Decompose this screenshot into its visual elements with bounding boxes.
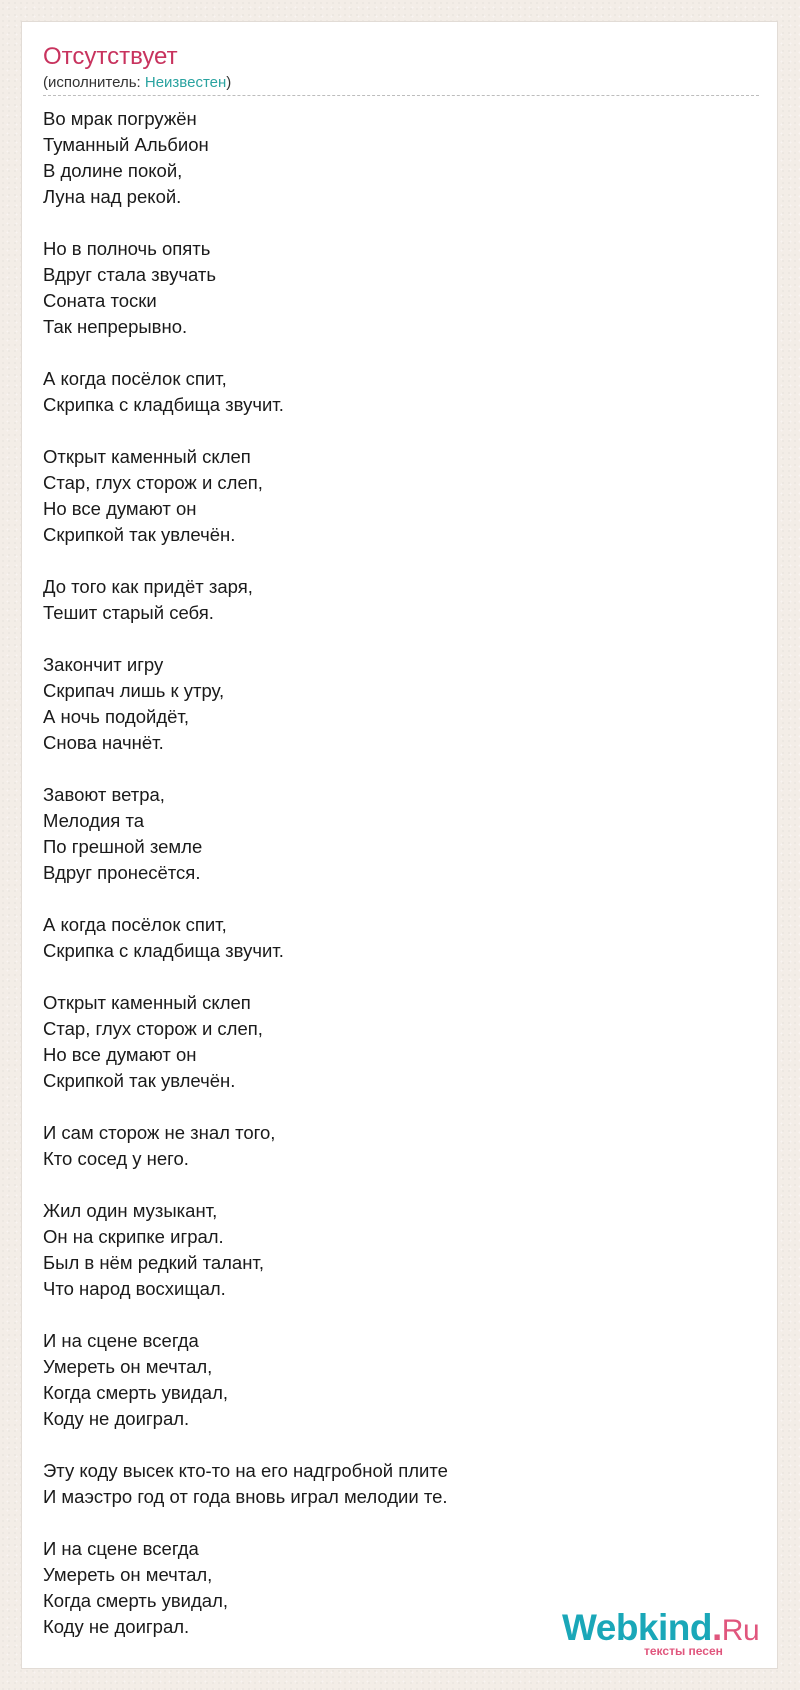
lyrics-stanza (43, 106, 759, 210)
lyrics-line: Он на скрипке играл. (43, 1226, 224, 1247)
performer-suffix: ) (226, 74, 232, 91)
lyrics-line: Когда смерть увидал, (43, 1382, 229, 1403)
lyrics-stanza (43, 444, 759, 548)
lyrics-line: По грешной земле (43, 836, 203, 857)
lyrics-line: Коду не доиграл. (43, 1616, 190, 1637)
lyrics-line: Скрипач лишь к утру, (43, 680, 225, 701)
lyrics-line: Мелодия та (43, 810, 145, 831)
lyrics-line: Умереть он мечтал, (43, 1564, 213, 1585)
song-title: Отсутствует (43, 43, 178, 70)
lyrics-line: Скрипкой так увлечён. (43, 524, 236, 545)
performer-line (43, 74, 759, 92)
lyrics-line: И сам сторож не знал того, (43, 1122, 276, 1143)
lyrics-stanza (43, 782, 759, 886)
lyrics-line: А когда посёлок спит, (43, 914, 227, 935)
lyrics-stanza (43, 574, 759, 626)
lyrics-line: Завоют ветра, (43, 784, 165, 805)
lyrics-line: И на сцене всегда (43, 1330, 199, 1351)
lyrics-line: А когда посёлок спит, (43, 368, 227, 389)
lyrics-line: Открыт каменный склеп (43, 446, 251, 467)
lyrics-line: Когда смерть увидал, (43, 1590, 229, 1611)
logo-tagline: тексты песен (644, 1644, 723, 1658)
lyrics-body (43, 106, 759, 1666)
lyrics-line: И на сцене всегда (43, 1538, 199, 1559)
lyrics-stanza (43, 1458, 759, 1510)
logo-word: Webkind (562, 1607, 712, 1648)
lyrics-line: Во мрак погружён (43, 108, 197, 129)
lyrics-stanza (43, 1328, 759, 1432)
lyrics-line: Эту коду высек кто-то на его надгробной плите (43, 1460, 448, 1481)
lyrics-line: Луна над рекой. (43, 186, 182, 207)
lyrics-line: Туманный Альбион (43, 134, 209, 155)
lyrics-line: Стар, глух сторож и слеп, (43, 472, 263, 493)
lyrics-stanza (43, 366, 759, 418)
lyrics-line: Скрипка с кладбища звучит. (43, 940, 284, 961)
lyrics-line: Вдруг стала звучать (43, 264, 216, 285)
lyrics-line: Тешит старый себя. (43, 602, 214, 623)
logo-dot: . (712, 1607, 722, 1648)
performer-prefix: (исполнитель: (43, 74, 145, 91)
lyrics-line: Умереть он мечтал, (43, 1356, 213, 1377)
lyrics-line: Открыт каменный склеп (43, 992, 251, 1013)
lyrics-line: Так непрерывно. (43, 316, 188, 337)
lyrics-line: Скрипкой так увлечён. (43, 1070, 236, 1091)
lyrics-stanza (43, 912, 759, 964)
lyrics-line: Скрипка с кладбища звучит. (43, 394, 284, 415)
lyrics-stanza (43, 990, 759, 1094)
webkind-logo[interactable] (562, 1608, 782, 1664)
lyrics-stanza (43, 652, 759, 756)
lyrics-line: А ночь подойдёт, (43, 706, 189, 727)
lyrics-line: В долине покой, (43, 160, 183, 181)
header-divider (43, 95, 759, 96)
logo-tld: Ru (721, 1614, 760, 1647)
lyrics-line: Коду не доиграл. (43, 1408, 190, 1429)
lyrics-line: Кто сосед у него. (43, 1148, 189, 1169)
lyrics-line: Жил один музыкант, (43, 1200, 218, 1221)
lyrics-line: Но все думают он (43, 498, 197, 519)
lyrics-line: Закончит игру (43, 654, 164, 675)
lyrics-line: Но все думают он (43, 1044, 197, 1065)
lyrics-line: Вдруг пронесётся. (43, 862, 201, 883)
song-header (43, 43, 759, 96)
performer-link[interactable]: Неизвестен (144, 74, 227, 91)
lyrics-stanza (43, 1198, 759, 1302)
lyrics-stanza (43, 236, 759, 340)
lyrics-line: Снова начнёт. (43, 732, 164, 753)
lyrics-line: И маэстро год от года вновь играл мелодии те. (43, 1486, 448, 1507)
lyrics-line: Что народ восхищал. (43, 1278, 226, 1299)
lyrics-line: Соната тоски (43, 290, 157, 311)
lyrics-line: До того как придёт заря, (43, 576, 253, 597)
lyrics-stanza (43, 1120, 759, 1172)
lyrics-line: Стар, глух сторож и слеп, (43, 1018, 263, 1039)
lyrics-line: Был в нём редкий талант, (43, 1252, 264, 1273)
lyrics-card (21, 21, 778, 1669)
lyrics-line: Но в полночь опять (43, 238, 211, 259)
